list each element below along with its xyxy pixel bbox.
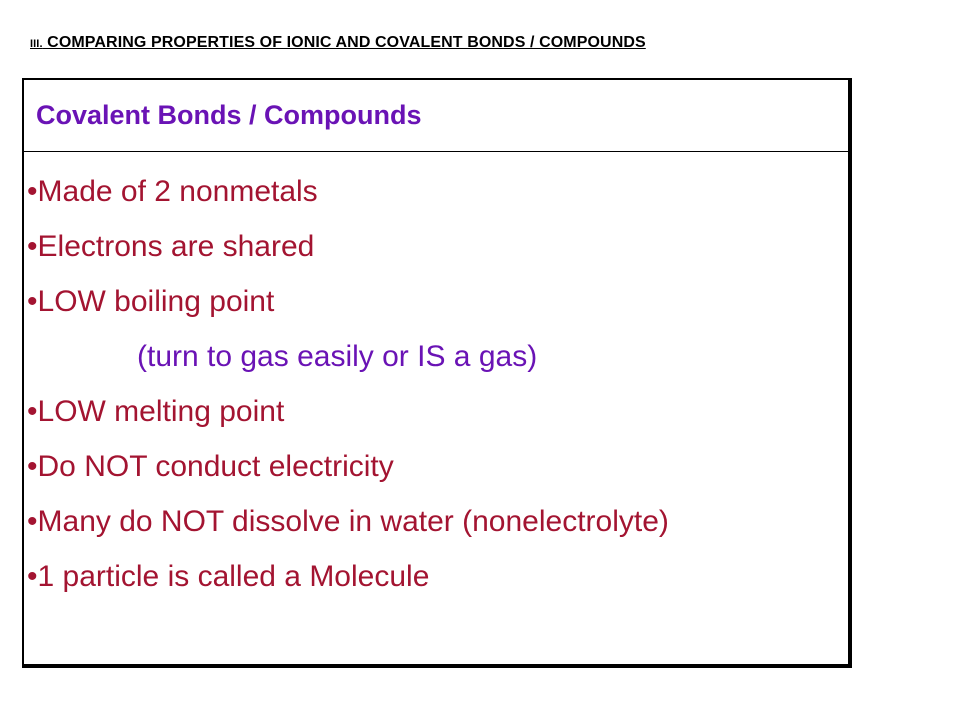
property-item [24, 439, 848, 494]
property-subitem [24, 329, 848, 384]
slide-title [30, 34, 646, 52]
property-item-text: Electrons are shared [37, 230, 315, 263]
bullet-icon: • [27, 285, 38, 318]
property-item-text: Do NOT conduct electricity [37, 450, 394, 483]
bullet-icon: • [27, 450, 38, 483]
property-item-text: Many do NOT dissolve in water (nonelectrolyte) [37, 505, 669, 538]
property-subitem-text: (turn to gas easily or IS a gas) [137, 340, 538, 373]
slide-title-text: COMPARING PROPERTIES OF IONIC AND COVALENT BONDS / COMPOUNDS [42, 34, 646, 51]
covalent-properties-table [22, 78, 852, 668]
property-item [24, 494, 848, 549]
property-item [24, 164, 848, 219]
property-item [24, 274, 848, 329]
property-item [24, 549, 848, 604]
bullet-icon: • [27, 560, 38, 593]
table-header-text: Covalent Bonds / Compounds [36, 100, 422, 130]
property-list [24, 152, 848, 604]
table-header-cell [24, 80, 848, 152]
bullet-icon: • [27, 505, 38, 538]
slide-title-numeral: III. [30, 38, 43, 50]
bullet-icon: • [27, 175, 38, 208]
property-item-text: LOW melting point [37, 395, 285, 428]
property-item-text: LOW boiling point [37, 285, 275, 318]
property-item-text: 1 particle is called a Molecule [37, 560, 430, 593]
property-item [24, 219, 848, 274]
bullet-icon: • [27, 395, 38, 428]
property-item-text: Made of 2 nonmetals [37, 175, 318, 208]
bullet-icon: • [27, 230, 38, 263]
property-item [24, 384, 848, 439]
